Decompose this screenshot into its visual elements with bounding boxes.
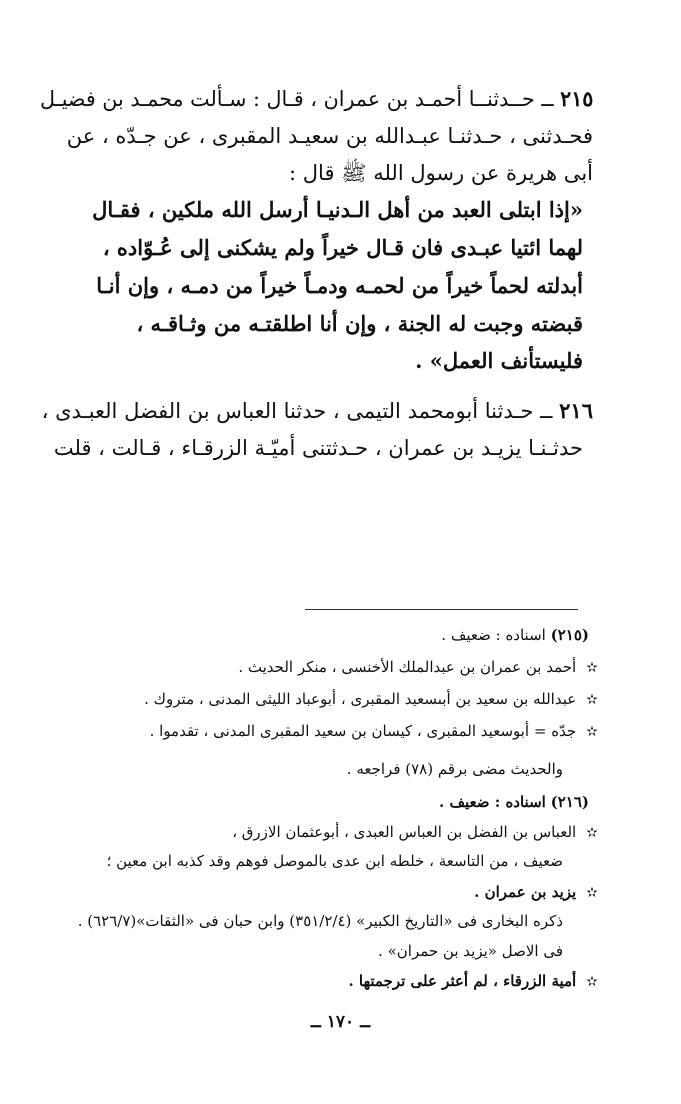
star-bullet-icon: ✫: [586, 825, 598, 841]
hadith-215-line-1: [40, 86, 593, 111]
footnote-215-grade: اسناده : ضعيف .: [441, 626, 546, 644]
footnote-216-item-1: ✫ العباس بن الفضل بن العباس العبدى ، أبوعثمان الازرق ،: [232, 823, 603, 841]
footnote-215-item-2: ✫ عبدالله بن سعيد بن أبىسعيد المقبرى ، أبوعباد الليثى المدنى ، متروك .: [144, 690, 603, 708]
hadith-216-text: ــ حـدثنا أبومحمد التيمى ، حدثنا العباس بن الفضل العبـدى ،: [41, 399, 553, 423]
star-bullet-icon: ✫: [586, 692, 598, 708]
star-bullet-icon: ✫: [586, 724, 598, 740]
footnote-divider: [305, 609, 578, 610]
footnote-216-item-2-cont-1: ذكره البخارى فى «التاريخ الكبير» (٣٥١/٢/٤) وابن حبان فى «الثقات»(٦٢٦/٧) .: [77, 912, 563, 930]
hadith-215-line-3: أبى هريرة عن رسول الله ﷺ قال :: [289, 161, 593, 185]
hadith-216-line-1: [42, 398, 593, 423]
footnote-216-item-3: ✫ أمية الزرقاء ، لم أعثر على ترجمتها .: [348, 972, 603, 990]
hadith-215-text: ــ حــدثنــا أحمـد بن عمران ، قـال : سـألت محمـد بن فضيـل: [39, 87, 554, 111]
page-number: ــ ١٧٠ ــ: [310, 1012, 371, 1032]
hadith-216-line-2: حدثـنـا يزيـد بن عمران ، حـدثتنى أميّـة الزرقـاء ، قـالت ، قلت: [53, 436, 583, 460]
footnote-216-grade: اسناده : ضعيف .: [439, 793, 546, 811]
footnote-215-item-1: ✫ أحمد بن عمران بن عبدالملك الأخنسى ، منكر الحديث .: [238, 658, 603, 676]
hadith-215-number: ٢١٥: [559, 86, 593, 111]
hadith-215-matn-line-4: قبضته وجبت له الجنة ، وإن أنا اطلقتـه من وثـاقـه ،: [136, 311, 583, 336]
footnote-215-item-3: ✫ جدّه = أبوسعيد المقبرى ، كيسان بن سعيد المقبرى المدنى ، تقدموا .: [150, 722, 603, 740]
footnote-216-item-1-cont: ضعيف ، من التاسعة ، خلطه ابن عدى بالموصل فوهم وقد كذبه ابن معين ؛: [106, 852, 563, 870]
footnote-216-heading: [439, 793, 589, 811]
footnote-216-number: (٢١٦): [550, 793, 589, 811]
star-bullet-icon: ✫: [586, 885, 598, 901]
footnote-215-number: (٢١٥): [550, 626, 589, 644]
footnote-215-crossref: والحديث مضى برقم (٧٨) فراجعه .: [346, 760, 563, 778]
footnote-216-item-2: ✫ يزيد بن عمران .: [474, 883, 603, 901]
hadith-215-matn-line-5: فليستأنف العمل» .: [415, 348, 583, 373]
hadith-215-matn-line-1: «إذا ابتلى العبد من أهل الـدنيـا أرسل الله ملكين ، فقـال: [92, 197, 583, 222]
star-bullet-icon: ✫: [586, 660, 598, 676]
hadith-215-matn-line-2: لهما ائتيا عبـدى فان قـال خيراً ولم يشكنى إلى عُـوّاده ،: [102, 235, 583, 260]
star-bullet-icon: ✫: [586, 974, 598, 990]
footnote-215-heading: [441, 626, 589, 644]
hadith-216-number: ٢١٦: [559, 398, 593, 423]
hadith-215-matn-line-3: أبدلته لحماً خيراً من لحمـه ودمـاً خيراً من دمـه ، وإن أنـا: [96, 273, 583, 298]
footnote-216-item-2-cont-2: فى الاصل «يزيد بن حمران» .: [378, 942, 563, 960]
hadith-215-line-2: فحـدثنى ، حـدثنـا عبـدالله بن سعيـد المقبرى ، عن جـدّه ، عن: [66, 124, 593, 148]
